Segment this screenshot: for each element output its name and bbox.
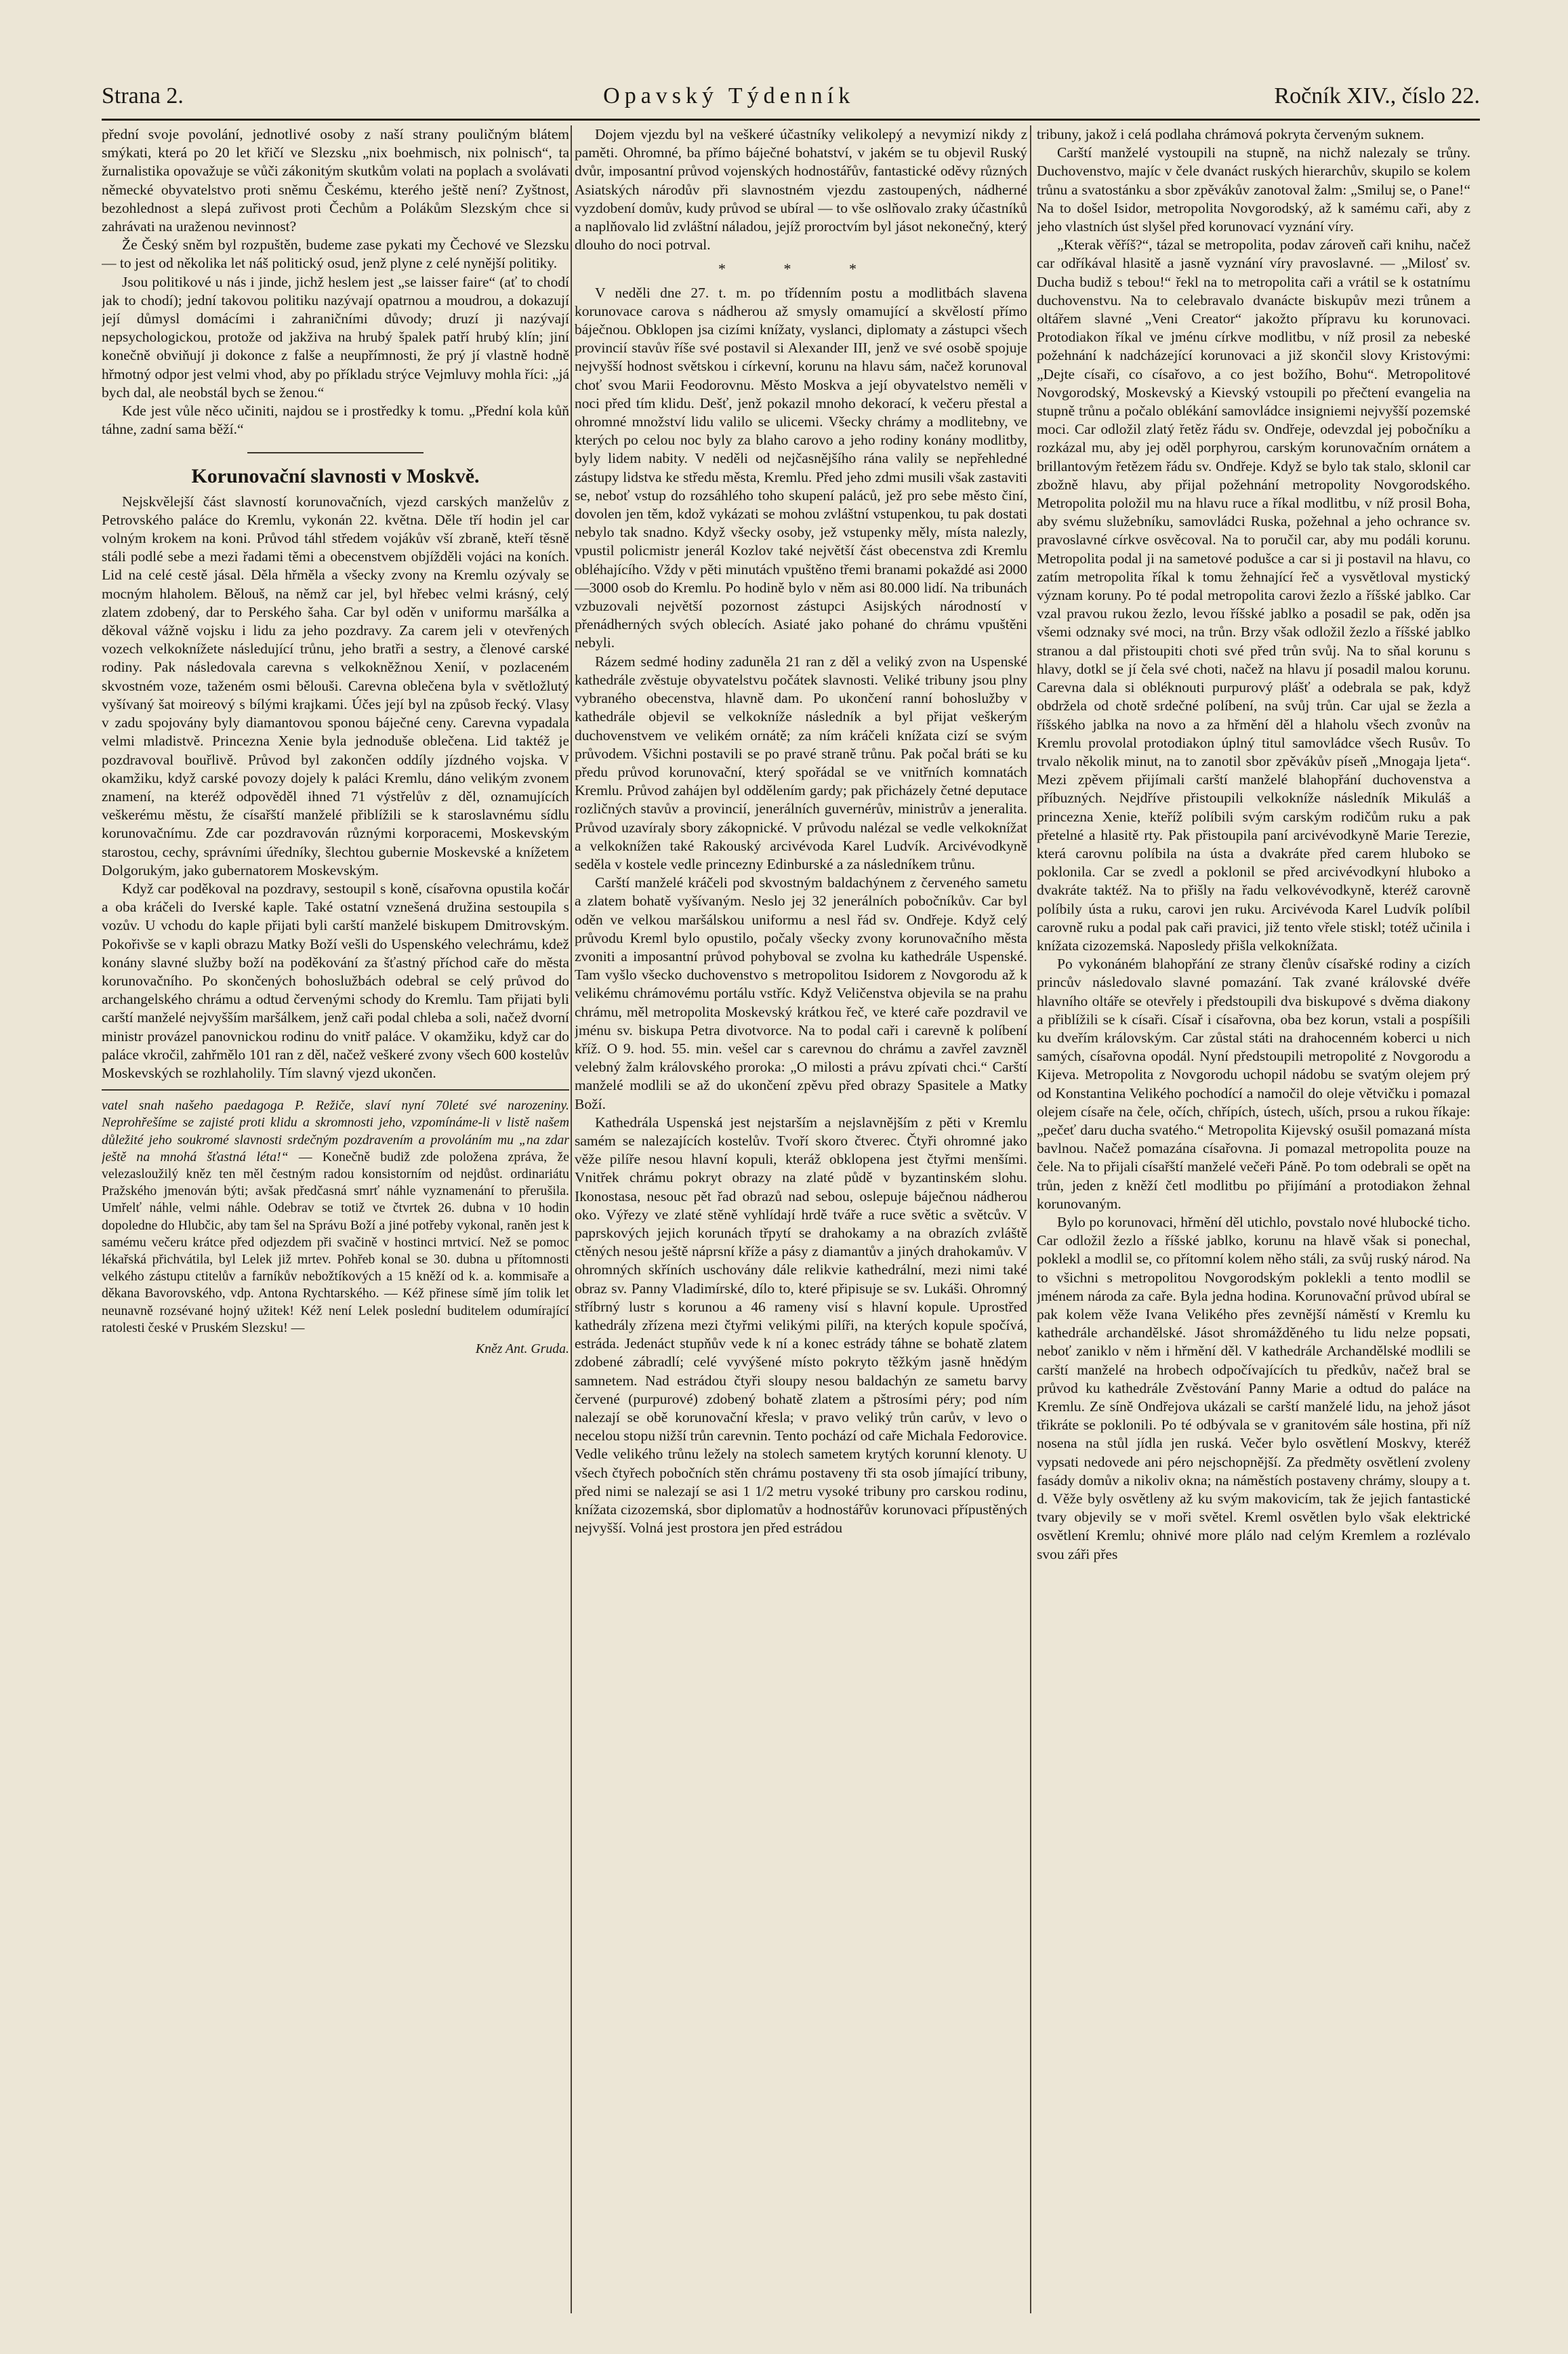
- obituary-note: [102, 1097, 569, 1337]
- issue-info: Ročník XIV., číslo 22.: [1274, 83, 1480, 108]
- article-title: Korunovační slavnosti v Moskvě.: [191, 465, 480, 488]
- column-divider: [571, 125, 572, 2313]
- paragraph: tribuny, jakož i celá podlaha chrámová pokryta červeným suknem.: [1037, 126, 1424, 142]
- paragraph: Jsou politikové u nás i jinde, jichž heslem jest „se laisser faire“ (ať to chodí jak to chodí); jední takovou politiku nazývají opatrnou a moudrou, a dokazují její důmysl domácími i zahraničními důvody; druzí ji nazývají nepsychologickou, protože od jakživa na hrubý špalek patří hrubý klín; jiní konečně obviňují ji dokonce z falše a neupřímnosti, že prý jí vlastně hodně hřmotný odpor jest velmi vhod, aby po příkladu strýce Vejmluvy mohla říci: „já bych dal, ale neobstál bych se ženou.“: [102, 273, 569, 401]
- newspaper-title: Opavský Týdenník: [603, 83, 855, 108]
- column-2: [575, 125, 1027, 2313]
- paragraph: „Kterak věříš?“, tázal se metropolita, podav zároveň caři knihu, načež car odříkával hlasitě a jasně vyznání víry pravoslavné. — „Milosť sv. Ducha budiž s tebou!“ řekl na to metropolita caři a vrátil se k ostatnímu duchovenstvu. Na to celebravalo dvanácte biskupův mezi trůnem a oltářem slavné „Veni Creator“ jakožto přípravu ku korunovaci. Protodiakon říkal ve jménu církve modlitbu, v níž prosil za nebeské požehnání k nadcházející korunovaci a již skončil slovy Kristovými: „Dejte císaři, co císařovo, a co jest božího, Bohu“. Metropolitové Novgorodský, Moskevský a Kievský vstoupili po přečtení evangelia na stupně trůnu a počalo oblékání samovládce insigniemi nejvyšší pozemské moci. Car odložil zlatý řetěz řádu sv. Ondřeje, odevzdal jej pobočníku a rozkázal mu, aby jej oděl porphyrou, carským korunovačním ornátem a brillantovým řetězem řádu sv. Ondřeje. Když se bylo tak stalo, sklonil car zbožně hlavu, aby přijal požehnání metropolity Novgorodského. Metropolita položil mu na hlavu ruce a říkal modlitbu, v níž prosil Boha, aby svému služebníku, samovládci Ruska, požehnal a jeho ochrance sv. pravoslavné církve osvěcoval. Na to poručil car, aby mu podáli korunu. Metropolita podal ji na sametové podušce a car si ji postavil na hlavu, co zatím metropolita říkal k tomu žehnající řeč a vysvětloval mystický význam koruny. Po té podal metropolita carovi žezlo a říšské jablko. Car vzal pravou rukou žezlo, levou říšské jablko a posadil se pak, oděn jsa všemi odznaky své moci, na trůn. Brzy však odložil žezlo a říšské jablko stranou a dal přistoupiti choti své před trůn svůj. Na to sňal korunu s hlavy, dotkl se jí čela své choti, načež na hlavu jí posadil malou korunu. Carevna dala si obléknouti purpurový plášť a odebrala se pak, když obdržela od chotě srdečné políbení, na svůj trůn. Car ujal se žezla a říšského jablka na novo a za hřmění děl a hlaholu všech zvonův na Kremlu provolal protodiakon úplný titul samovládce všech Rusův. To trvalo několik minut, na to zanotil sbor zpěvákův píseň „Mnogaja ljeta“. Mezi zpěvem přijímali carští manželé blahopřání duchovenstva a příbuzných. Nejdříve přistoupili velkokníže následník Mikuláš a princezna Xenie, kteříž políbili svým carským rodičům ruku a pak přetelné a hlasitě rty. Pak přistoupila paní arcivévodkyně Marie Terezie, která carovnu políbila na ústa a dvakráte před carem hluboko se poklonila. Car se zvedl a poklonil se před arcivévodkyní hluboko a dvakráte taktéž. Na to přišly na řadu velkovévodkyně, kteréž carovně políbily ústa a ruku, carovi jen ruku. Arcivévoda Karel Ludvík políbil carovně ruku a podal pak caři pravici, již tento vřele stiskl; totéž učinila i knížata cizozemská. Naposledy přišla velkoknížata.: [1037, 237, 1470, 954]
- column-1: [102, 125, 569, 2313]
- page-number: Strana 2.: [102, 83, 184, 108]
- column-3: [1037, 125, 1470, 2313]
- paragraph: Carští manželé vystoupili na stupně, na nichž nalezaly se trůny. Duchovenstvo, majíc v čele dvanáct ruských hierarchův, skupilo se kolem trůnu a svatostánku a sbor zpěvákův zanotoval žalm: „Smiluj se, o Pane!“ Na to došel Isidor, metropolita Novgorodský, až k samému caři, aby z jeho vlastních úst slyšel před korunovací vyznání víry.: [1037, 144, 1470, 235]
- paragraph: Nejskvělejší část slavností korunovačních, vjezd carských manželův z Petrovského paláce do Kremlu, vykonán 22. května. Děle tří hodin jel car volným krokem na koni. Průvod táhl středem vojákův vší zbraně, kteří těsně stáli podlé sebe a mezi řadami těmi a obecenstvem objížděli vojáci na koních. Lid na celé cestě jásal. Děla hřměla a všecky zvony na Kremlu ozývaly se mocným hlaholem. Bělouš, na němž car jel, byl hřebec velmi krásný, celý zlatem zdobený, dar to Perského šaha. Car byl oděn v uniformu maršálka a děkoval vážně vojsku i lidu za jeho pozdravy. Za carem jeli v otevřených vozech velkoknížete následující trůnu, jeho bratři a sestry, a členové carské rodiny. Pak následovala carevna s velkokněžnou Xenií, v pozlaceném skvostném voze, taženém osmi bělouši. Carevna oblečena byla v světložlutý vyšívaný šat moireový s bílými krajkami. Účes její byl na způsob řecký. Vlasy v zadu spojovány byly diamantovou sponou báječné ceny. Carevna vypadala velmi mladistvě. Princezna Xenie byla jednoduše oblečena. Lid taktéž je pozdravoval bouřlivě. Průvod byl zakončen oddíly jízdného vojska. V okamžiku, když carské povozy dojely k paláci Kremlu, dáno velikým zvonem znamení, na kteréž odpověděl ihned 71 výstřelův z děl, oznamujících veškerému městu, že císařští manželé přiblížili se k staroslavnému sídlu korunovačnímu. Zde car pozdravován různými korporacemi, Moskevským starostou, cechy, správními úředníky, šlechtou gubernie Moskevské a knížetem Dolgorukým, jako gubernatorem Moskevským.: [102, 493, 569, 878]
- paragraph: Že Český sněm byl rozpuštěn, budeme zase pykati my Čechové ve Slezsku — to jest od několika let náš politický osud, jenž plyne z celé nynější politiky.: [102, 237, 569, 272]
- header-rule: [102, 119, 1480, 121]
- paragraph: přední svoje povolání, jednotlivé osoby z naší strany pouličným blátem smýkati, která po 20 let křičí ve Slezsku „nix boehmisch, nix polnisch“, ta žurnalistika opovažuje se vůči zákonitým skutkům volati na poplach a svolávati německé obyvatelstvo proti sněmu Českému, kterého ještě není? Zyštnost, bezohlednost a slepá zuřivost proti Čechům a Polákům Slezským chce si zahrávati na uraženou nevinnost?: [102, 126, 569, 235]
- paragraph: Po vykonáném blahopřání ze strany členův císařské rodiny a cizích princův následovalo slavné pomazání. Tak zvané královské dvéře hlavního oltáře se otevřely i předstoupili dva biskupové s dvěma diakony a přiblížili se k císaři. Císař i císařovna, oba bez korun, vstali a pospíšili ku dveřím královským. Car zůstal státi na drahocenném koberci u nich samých, císařovna opodál. Nyní předstoupili metropolité z Novgorodu a Kijeva. Metropolita z Novgorodu uchopil nádobu se svatým olejem prý od Konstantina Velikého pochodící a namočil do oleje větvičku i pomazal olejem císaře na čele, očích, chřípích, ústech, uších, prsou a rukou říkaje: „pečeť daru ducha svatého.“ Metropolita Kijevský osušil pomazaná místa bavlnou. Načež pomazána císařovna. Ji pomazal metropolita pouze na čele. Na to přijali císařští manželé večeři Páně. Po tom odebrali se opět na trůn, jeden z kněží četl modlitbu po přijímání a protodiakon žehnal korunovaným.: [1037, 956, 1470, 1212]
- paragraph: Když car poděkoval na pozdravy, sestoupil s koně, císařovna opustila kočár a oba kráčeli do Iverské kaple. Také ostatní vznešená družina sestoupila s vozův. U vchodu do kaple přijati byli carští manželé biskupem Dmitrovským. Pokořivše se v kapli obrazu Matky Boží vešli do Uspenského velechrámu, kdež konány slavné služby boží na poděkování za šťastný příchod caře do města korunovačního. Po skončených bohoslužbách odebral se celý průvod do archangelského chrámu a odtud červenými schody do Kremlu. Tam přijati byli carští manželé nejvyšším maršálkem, jenž caři podal chleba a soli, načež dvorní ministr provázel panovnickou rodinu do vnitř paláce. V okamžiku, když car do paláce vkročil, zahřmělo 101 ran z děl, načež veškeré zvony všech 600 kostelův Moskevských se rozhlaholily. Tím slavný vjezd ukončen.: [102, 880, 569, 1081]
- note-italic: vatel snah našeho paedagoga P. Režiče, slaví nyní 70leté své narozeniny. Neprohřešíme se zajisté proti klidu a skromnosti jeho, vzpomínáme-li v listě našem důležité jeho soukromé slavnosti srdečným pozdravením a provoláním mu „na zdar ještě na mnohá šťastná léta!“: [102, 1098, 569, 1164]
- section-stars: * * *: [718, 260, 884, 278]
- paragraph: Kde jest vůle něco učiniti, najdou se i prostředky k tomu. „Přední kola kůň táhne, zadní sama běží.“: [102, 403, 569, 438]
- paragraph: Rázem sedmé hodiny zaduněla 21 ran z děl a veliký zvon na Uspenské kathedrále zvěstuje obyvatelstvu počátek slavnosti. Veliké tribuny jsou plny vybraného obecenstva, hlavně dam. Po ukončení ranní bohoslužby v kathedrále objevil se velkokníže následník a byl přijat veškerým duchovenstvem ve velikém ornátě; za ním kráčeli knížata cizí se svým průvodem. Všichni postavili se po pravé straně trůnu. Pak počal bráti se ku předu průvod korunovační, který spořádal se ve vnitřních komnatách Kremlu. Průvod zahájen byl oddělením gardy; pak přicházely četné deputace rozličných stavův a provincií, jenerálních guvernérův, ministrův a jeneralita. Průvod uzavíraly sbory zákopnické. V průvodu nalézal se vedle velkoknížat a velkoknížen také Rakouský arcivévoda Karel Ludvík. Arcivévodkyně seděla v kostele vedle princezny Edinburské a za následníkem trůnu.: [575, 653, 1027, 872]
- paragraph: Carští manželé kráčeli pod skvostným baldachýnem z červeného sametu a zlatem bohatě vyšívaným. Neslo jej 32 jenerálních pobočníkův. Car byl oděn ve velkou maršálskou uniformu a nesl řád sv. Ondřeje. Když celý průvodu Kreml bylo opustilo, počaly všecky zvony korunovačního města zvoniti a imposantní průvod pohyboval se zvolna ku kathedrále Uspenské. Tam vyšlo všecko duchovenstvo s metropolitou Isidorem z Novgorodu až k velikému chrámovému portálu vstříc. Když Veličenstva objevila se na prahu chrámu, měl metropolita Moskevský krátkou řeč, ve které caře pozdravil ve jménu sv. biskupa Petra divotvorce. Na to podal caři i carevně k políbení kříž. O 9. hod. 55. min. vešel car s carevnou do chrámu a zavřel zavzněl velebný žalm královského proroka: „O milosti a právu zpívati chci.“ Carští manželé modlili se až do ukončení zpěvu před obrazy Spasitele a Matky Boží.: [575, 874, 1027, 1112]
- page-header: [102, 76, 1480, 117]
- paragraph: Bylo po korunovaci, hřmění děl utichlo, povstalo nové hlubocké ticho. Car odložil žezlo a říšské jablko, korunu na hlavě však si ponechal, poklekl a modlil se, co přítomní kolem něho stáli, za svůj ruský národ. Na to všichni s metropolitou Novgorodským poklekli a tento modlil se jménem národa za caře. Byla jedna hodina. Korunovační průvod ubíral se pak kolem věže Ivana Velikého přes zevnější náměstí v Kremlu ku kathedrále archandělské. Jásot shromážděného tu lidu nelze popsati, neboť zaniklo v něm i hřmění děl. V kathedrále Archandělské modlili se carští manželé na hrobech odpočívajících tu předkův, načež bral se průvod ku kathedrále Zvěstování Panny Marie a odtud do paláce na Kremlu. Ze síně Ondřejova ukázali se carští manželé lidu, na jehož jásot třikráte se poklonili. Po té odbývala se v granitovém sále hostina, při níž nosena na stůl jídla jen ruská. Večer bylo osvětlení Moskvy, kteréž vypsati nedovede ani péro nejschopnější. Za předměty osvětlení zvoleny fasády domův a nikoliv okna; na náměstích postaveny chrámy, sloupy a t. d. Věže byly osvětleny až ku svým makovicím, tak že jejich fantastické tvary objevily se v moři světel. Kreml osvětlen bylo však elektrické osvětlení Kremlu; ohnivé more plálo nad celým Kremlem a rozlévalo svou záři přes: [1037, 1213, 1470, 1562]
- note-rule: [102, 1089, 569, 1091]
- section-rule: [247, 452, 424, 453]
- paragraph: Kathedrála Uspenská jest nejstarším a nejslavnějším z pěti v Kremlu samém se nalezajících kostelův. Tvoří skoro čtverec. Čtyři ohromné jako věže pilíře nesou hlavní kopuli, kteráž obklopena jest čtyřmi menšími. Vnitřek chrámu pokryt obrazy na zlaté půdě v byzantinském slohu. Ikonostasa, nesouc pět řad obrazů nad sebou, oslepuje báječnou nádherou oko. Výřezy ve zlaté stěně vyhlídají hrdě tváře a ruce světic a světcův. V paprskových jejich korunách třpytí se drahokamy a na obrazích zvláště ctěných nesou ještě náprsní kříže a pásy z diamantův a jiných drahokamův. V ohromných skříních uschovány dále relikvie kathedrální, mezi nimi také obraz sv. Panny Vladimírské, dílo to, které připisuje se sv. Lukáši. Ohromný stříbrný lustr s korunou a 46 rameny visí s hlavní kopule. Uprostřed kathedrály zřízena mezi čtyřmi velikými pilíři, na kterých kopule spočívá, estráda. Jedenáct stupňův vede k ní a konec estrády táhne se bohatě zlatem zdobené zábradlí; celé vyvýšené místo pokryto těžkým jasně hnědým samnetem. Nad estrádou čtyři sloupy nesou baldachýn ze sametu barvy červené (purpurové) zdobený bohatě zlatem a pštrosími péry; pod ním nalezají se obě korunovační křesla; v pravo veliký trůn carův, v levo o necelou stopu nižší trůn carevnin. Tento pochází od caře Michala Fedorovice. Vedle velikého trůnu ležely na stolech sametem krytých korunní klenoty. U všech čtyřech pobočních stěn chrámu postaveny tři sta osob jímající tribuny, před nimi se nalezají se asi 1 1/2 metru vysoké tribuny pro carskou rodinu, knížata cizozemská, sbor diplomatův a hodnostářův korunovaci přípustěných nejvyšší. Volná jest prostora jen před estrádou: [575, 1114, 1027, 1537]
- note-text: — Konečně budiž zde položena zpráva, že velezasloužilý kněz ten měl čestným radou konsistorním od nejdůst. ordinariátu Pražského jmenován býti; avšak předčasná smrť náhle vyznamenání to přerušila. Umřelť náhle, velmi náhle. Odebrav se totiž ve čtvrtek 26. dubna v 10 hodin dopoledne do Hlubčic, aby tam šel na Správu Boží a jiné potřeby vykonal, raněn jest k samému večeru krátce před odjezdem při svačině v hostinci mrtvicí. Než se pomoc lékařská přichvátila, byl Lelek již mrtev. Pohřeb konal se 30. dubna u přítomnosti velkého zástupu ctitelův a farníkův nebožtíkových a 15 kněží od k. a. kommisaře a děkana Bavorovského, vdp. Antona Rychtarského. — Kéž přinese símě jím tolik let neunavně rozsévané hojný užitek! Kéž není Lelek poslední buditelem odumírající ratolesti české v Pruském Slezsku! —: [102, 1149, 569, 1335]
- paragraph: V neděli dne 27. t. m. po třídenním postu a modlitbách slavena korunovace carova s nádherou až smysly omamující a skvělostí přímo báječnou. Obklopen jsa cizími knížaty, vyslanci, diplomaty a zástupci všech provincií stavův říše své postavil si Alexander III, jenž ve své osobě spojuje nejvyšší hodnost světskou i církevní, korunu na hlavu sám, načež korunoval choť svou Marii Feodorovnu. Město Moskva a její obyvatelstvo neměli v noci před tím klidu. Dešť, jenž pokazil mnoho dekorací, k večeru přestal a ohromné množství lidu valilo se ulicemi. Všecky chrámy a modlitebny, ve kterých po celou noc byly za blaho carovo a jeho rodiny konány modlitby, byly lidem nabity. V neděli od nejčasnějšího rána valily se nepřehledné zástupy lidstva ke středu města, Kremlu. Před jeho zdmi musili však zastaviti se, neboť vstup do rozsáhlého toho skupení paláců, jež pro sebe město činí, dovolen jen těm, kdož vykázati se mohou zvláštní vstupenkou, tu pak dostati nebylo tak snadno. Když všecky osoby, jež vstupenky měly, místa nalezly, vpustil policmistr jenerál Kozlov také největší část obecenstva zdi Kremlu obléhajícího. Vždy v pěti minutách vpuštěno třemi branami pokaždé asi 2000—3000 osob do Kremlu. Po hodině bylo v něm asi 80.000 lidí. Na tribunách vzbuzovali největší pozornost zástupci Asijských národností v přenádherných svých oblecích. Asiaté jako pohané do chrámu vpuštěni nebyli.: [575, 284, 1027, 651]
- column-divider: [1030, 125, 1031, 2313]
- signature: Kněz Ant. Gruda.: [475, 1341, 569, 1356]
- paragraph: Dojem vjezdu byl na veškeré účastníky velikolepý a nevymizí nikdy z paměti. Ohromné, ba přímo báječné bohatství, v jakém se tu objevil Ruský dvůr, imposantní průvod vojenských hodnostářův, fantastické oděvy různých Asiatských národův při slavnostném vjezdu zastoupených, nádherné vyzdobení domův, kudy průvod se ubíral — to vše oslňovalo zraky účastníků a naplňovalo lid zvláštní náladou, jejíž proroctvím byl jásot nekonečný, který dlouho do noci potrval.: [575, 126, 1027, 253]
